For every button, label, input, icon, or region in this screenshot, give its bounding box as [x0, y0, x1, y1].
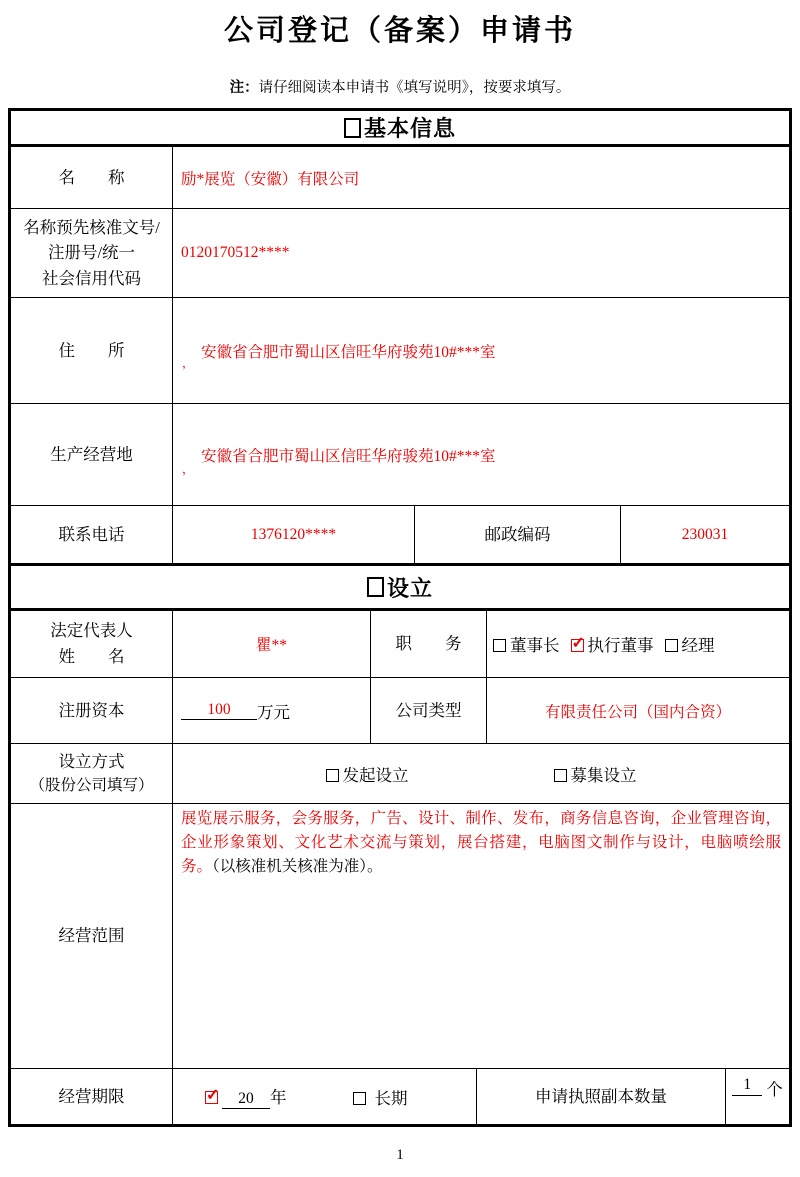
section-checkbox-icon[interactable]: [344, 118, 361, 138]
registered-capital-label: 注册资本: [11, 678, 173, 743]
document-page: [0, 8, 800, 1177]
option-label: 执行董事: [587, 636, 654, 655]
company-name-value: 励*展览（安徽）有限公司: [181, 170, 360, 188]
approval-number-label: [11, 209, 173, 297]
row-approval-number: [11, 209, 789, 298]
checkbox-icon[interactable]: [326, 769, 339, 782]
option-initiated-setup[interactable]: [326, 762, 409, 786]
row-company-name: [11, 147, 789, 209]
establishment-title: 设立: [386, 575, 433, 601]
business-site-value: [173, 404, 789, 505]
row-registered-capital: [11, 678, 789, 744]
address-label: 住 所: [11, 298, 173, 403]
basic-info-header-cell: [11, 111, 789, 144]
business-scope-text: 展览展示服务，会务服务，广告、设计、制作、发布，商务信息咨询，企业管理咨询，企业形象策划、文化艺术交流与策划，展台搭建，电脑图文制作与设计，电脑喷绘服务。: [181, 810, 781, 876]
address-value: [173, 298, 789, 403]
row-business-scope: [11, 804, 789, 1069]
setup-method-label: [11, 744, 173, 803]
registered-capital-value-cell: [173, 678, 371, 743]
business-term-options: [173, 1069, 477, 1124]
approval-label-line2: 注册号/统一: [47, 243, 136, 263]
term-years-value: 20: [222, 1090, 270, 1110]
note-text: 请仔细阅读本申请书《填写说明》，按要求填写。: [258, 80, 571, 96]
business-scope-value-cell: [173, 804, 789, 1068]
checkbox-icon[interactable]: [571, 639, 584, 652]
row-business-term: [11, 1069, 789, 1124]
row-business-site: [11, 404, 789, 506]
postal-code-value: 230031: [681, 525, 729, 543]
position-label: 职 务: [371, 611, 487, 677]
phone-label: 联系电话: [11, 506, 173, 563]
row-phone: [11, 506, 789, 566]
copies-unit: 个: [766, 1080, 783, 1099]
capital-amount-value: 100: [181, 701, 257, 721]
option-label: 募集设立: [570, 765, 637, 785]
business-term-label: 经营期限: [11, 1069, 173, 1124]
approval-label-line1: 名称预先核准文号/: [23, 217, 160, 237]
company-name-label: 名 称: [11, 147, 173, 208]
section-header-basic-info: [11, 111, 789, 147]
row-setup-method: [11, 744, 789, 804]
page-title: 公司登记（备案）申请书: [223, 15, 576, 47]
stray-comma-mark: ，: [182, 356, 195, 370]
option-fixed-years[interactable]: [205, 1084, 287, 1110]
basic-info-title: 基本信息: [363, 116, 456, 141]
approval-number-value: 0120170512****: [181, 244, 290, 261]
checkbox-icon[interactable]: [353, 1092, 366, 1105]
section-checkbox-icon[interactable]: [367, 577, 384, 597]
option-label: 发起设立: [342, 765, 409, 785]
note-prefix: 注：: [229, 80, 259, 96]
instruction-note: [0, 76, 800, 97]
stray-comma-mark: ，: [182, 462, 195, 476]
company-type-label: 公司类型: [371, 678, 487, 743]
checkbox-icon[interactable]: [205, 1091, 218, 1104]
company-type-value: 有限责任公司（国内合资）: [544, 703, 731, 721]
setup-method-options: [173, 744, 789, 803]
legal-rep-label: [11, 611, 173, 677]
establishment-header-cell: [11, 566, 789, 608]
business-scope-label: 经营范围: [11, 804, 173, 1068]
option-chairman[interactable]: [493, 632, 560, 656]
section-header-establishment: [11, 566, 789, 611]
option-executive-director[interactable]: [571, 632, 654, 656]
license-copies-value-cell: [726, 1069, 789, 1124]
option-manager[interactable]: [665, 632, 715, 656]
address-text: 安徽省合肥市蜀山区信旺华府骏苑10#***室: [201, 343, 496, 361]
checkbox-icon[interactable]: [554, 769, 567, 782]
checkbox-icon[interactable]: [665, 639, 678, 652]
capital-unit: 万元: [257, 702, 290, 722]
business-site-label: 生产经营地: [11, 404, 173, 505]
business-site-text: 安徽省合肥市蜀山区信旺华府骏苑10#***室: [201, 447, 496, 465]
option-long-term[interactable]: [353, 1085, 408, 1109]
checkbox-icon[interactable]: [493, 639, 506, 652]
legal-rep-label-line1: 法定代表人: [50, 621, 133, 641]
setup-method-label-line2: （股份公司填写）: [29, 777, 154, 795]
option-label: 长期: [374, 1088, 408, 1108]
setup-method-label-line1: 设立方式: [58, 751, 125, 771]
business-scope-note: （以核准机关核准为准）。: [212, 858, 383, 876]
copies-value: 1: [732, 1076, 762, 1096]
approval-label-line3: 社会信用代码: [42, 268, 141, 288]
row-legal-representative: [11, 611, 789, 678]
row-address: [11, 298, 789, 404]
option-label: 董事长: [510, 636, 560, 655]
postal-code-label: 邮政编码: [415, 506, 621, 563]
term-years-unit: 年: [270, 1087, 287, 1107]
option-label: 经理: [681, 636, 715, 655]
page-number: 1: [396, 1147, 404, 1163]
license-copies-label: 申请执照副本数量: [477, 1069, 726, 1124]
legal-rep-label-line2: 姓 名: [58, 647, 125, 666]
option-raised-setup[interactable]: [554, 762, 637, 786]
registration-form-table: [8, 108, 792, 1127]
position-options: [487, 611, 789, 677]
legal-rep-name-value: 瞿**: [173, 611, 371, 677]
phone-value: 1376120****: [173, 506, 415, 563]
